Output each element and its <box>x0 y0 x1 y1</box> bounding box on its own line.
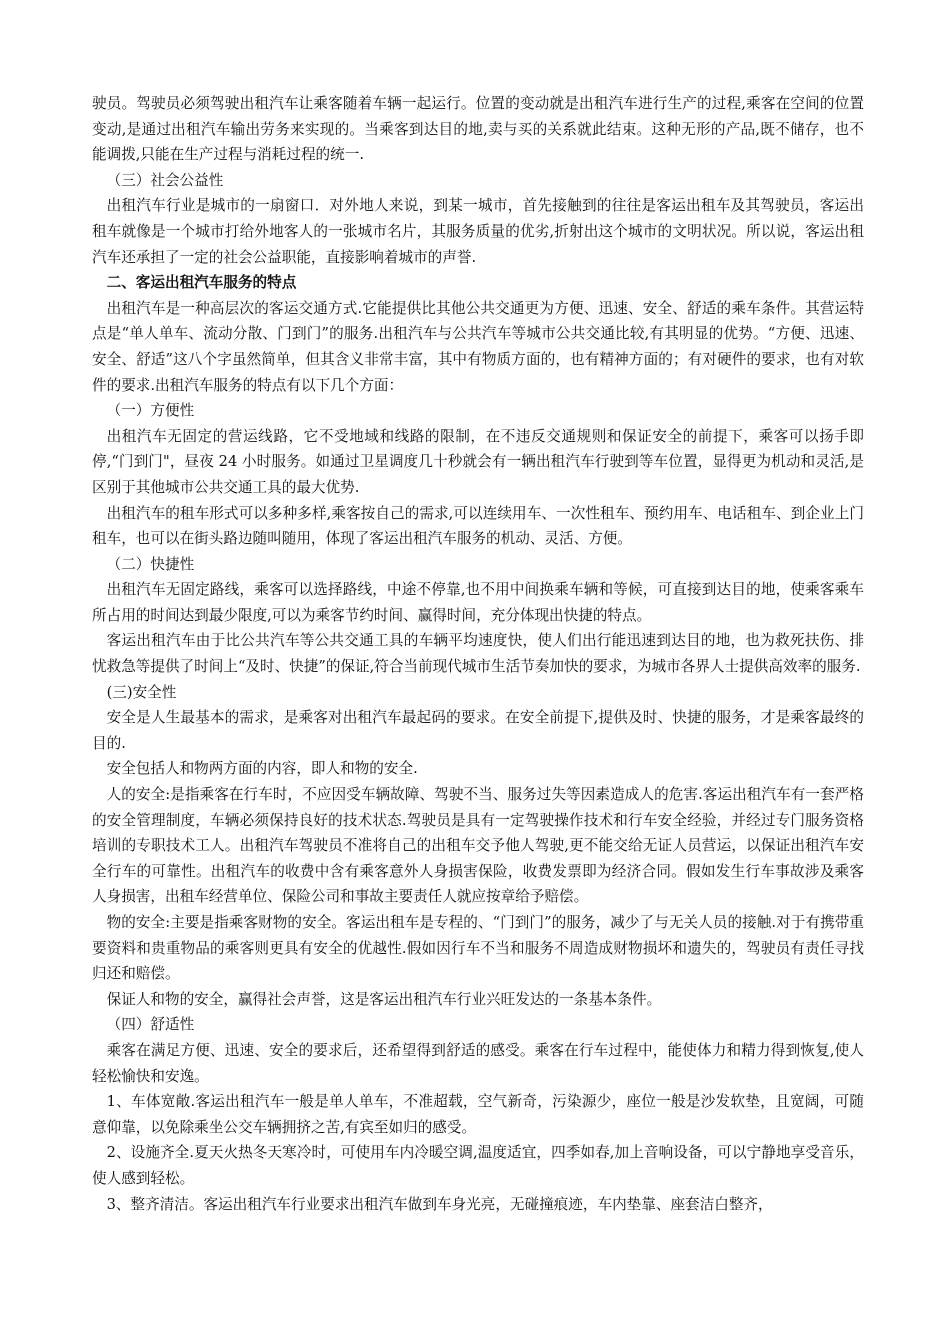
section-heading: (三)安全性 <box>106 683 177 701</box>
section-heading: （二）快捷性 <box>106 555 195 573</box>
list-item: 2、设施齐全.夏天火热冬天寒冷时，可使用车内冷暖空调,温度适宜，四季如春,加上音响设备，可以宁静地享受音乐，使人感到轻松。 <box>92 1144 864 1187</box>
list-item: 3、整齐清洁。客运出租汽车行业要求出租汽车做到车身光亮，无碰撞痕迹，车内垫靠、座套洁白整齐， <box>106 1195 773 1213</box>
paragraph: 出租汽车是一种高层次的客运交通方式.它能提供比其他公共交通更为方便、迅速、安全、舒适的乘车条件。其营运特点是“单人单车、流动分散、门到门”的服务.出租汽车与公共汽车等城市公共交通比较,有其明显的优势。“方便、迅速、安全、舒适”这八个字虽然简单，但其含义非常丰富，其中有物质方面的，也有精神方面的；有对硬件的要求，也有对软件的要求.出租汽车服务的特点有以下几个方面： <box>92 299 864 394</box>
paragraph: 物的安全:主要是指乘客财物的安全。客运出租车是专程的、“门到门”的服务，减少了与无关人员的接触.对于有携带重要资料和贵重物品的乘客则更具有安全的优越性.假如因行车不当和服务不周造成财物损坏和遗失的，驾驶员有责任寻找归还和赔偿。 <box>92 914 864 983</box>
section-heading: （三）社会公益性 <box>106 171 224 189</box>
paragraph: 人的安全:是指乘客在行车时，不应因受车辆故障、驾驶不当、服务过失等因素造成人的危害.客运出租汽车有一套严格的安全管理制度，车辆必须保持良好的技术状态.驾驶员是具有一定驾驶操作技术和行车安全经验，并经过专门服务资格培训的专职技术工人。出租汽车驾驶员不准将自己的出租车交予他人驾驶,更不能交给无证人员营运，以保证出租汽车安全行车的可靠性。出租汽车的收费中含有乘客意外人身损害保险，收费发票即为经济合同。假如发生行车事故涉及乘客人身损害，出租车经营单位、保险公司和事故主要责任人就应按章给予赔偿。 <box>92 786 864 906</box>
paragraph: 客运出租汽车由于比公共汽车等公共交通工具的车辆平均速度快，使人们出行能迅速到达目的地，也为救死扶伤、排忧救急等提供了时间上“及时、快捷”的保证,符合当前现代城市生活节奏加快的要求，为城市各界人士提供高效率的服务. <box>92 632 864 676</box>
paragraph: 出租汽车无固定路线，乘客可以选择路线，中途不停靠,也不用中间换乘车辆和等候，可直接到达目的地，使乘客乘车所占用的时间达到最少限度,可以为乘客节约时间、赢得时间，充分体现出快捷的特点。 <box>92 581 864 624</box>
paragraph: 安全包括人和物两方面的内容，即人和物的安全. <box>106 760 418 778</box>
paragraph: 乘客在满足方便、迅速、安全的要求后，还希望得到舒适的感受。乘客在行车过程中，能使体力和精力得到恢复,使人轻松愉快和安逸。 <box>92 1041 864 1085</box>
paragraph: 驶员。驾驶员必须驾驶出租汽车让乘客随着车辆一起运行。位置的变动就是出租汽车进行生产的过程,乘客在空间的位置变动,是通过出租汽车输出劳务来实现的。当乘客到达目的地,卖与买的关系就此结束。这种无形的产品,既不储存，也不能调拨,只能在生产过程与消耗过程的统一. <box>92 95 864 164</box>
paragraph: 安全是人生最基本的需求，是乘客对出租汽车最起码的要求。在安全前提下,提供及时、快捷的服务，才是乘客最终的目的. <box>92 709 864 752</box>
list-item: 1、车体宽敞.客运出租汽车一般是单人单车，不准超载，空气新奇，污染源少，座位一般是沙发软垫，且宽阔，可随意仰靠，以免除乘坐公交车辆拥挤之苦,有宾至如归的感受。 <box>92 1093 864 1136</box>
chapter-heading: 二、客运出租汽车服务的特点 <box>106 274 297 292</box>
section-heading: （一）方便性 <box>106 402 195 420</box>
paragraph: 出租汽车的租车形式可以多种多样,乘客按自己的需求,可以连续用车、一次性租车、预约用车、电话租车、到企业上门租车，也可以在街头路边随叫随用，体现了客运出租汽车服务的机动、灵活、方便。 <box>92 504 864 548</box>
section-heading: （四）舒适性 <box>106 1016 195 1034</box>
paragraph: 出租汽车行业是城市的一扇窗口．对外地人来说，到某一城市，首先接触到的往往是客运出租车及其驾驶员，客运出租车就像是一个城市打给外地客人的一张城市名片，其服务质量的优劣,折射出这个城市的文明状况。所以说，客运出租汽车还承担了一定的社会公益职能，直接影响着城市的声誉. <box>92 197 864 266</box>
paragraph: 保证人和物的安全，赢得社会声誉，这是客运出租汽车行业兴旺发达的一条基本条件。 <box>106 990 662 1008</box>
paragraph: 出租汽车无固定的营运线路，它不受地域和线路的限制，在不违反交通规则和保证安全的前提下，乘客可以扬手即停,“门到门"，昼夜 24 小时服务。如通过卫星调度几十秒就会有一辆出租汽车行驶到等车位置，显得更为机动和灵活,是区别于其他城市公共交通工具的最大优势. <box>92 427 864 496</box>
